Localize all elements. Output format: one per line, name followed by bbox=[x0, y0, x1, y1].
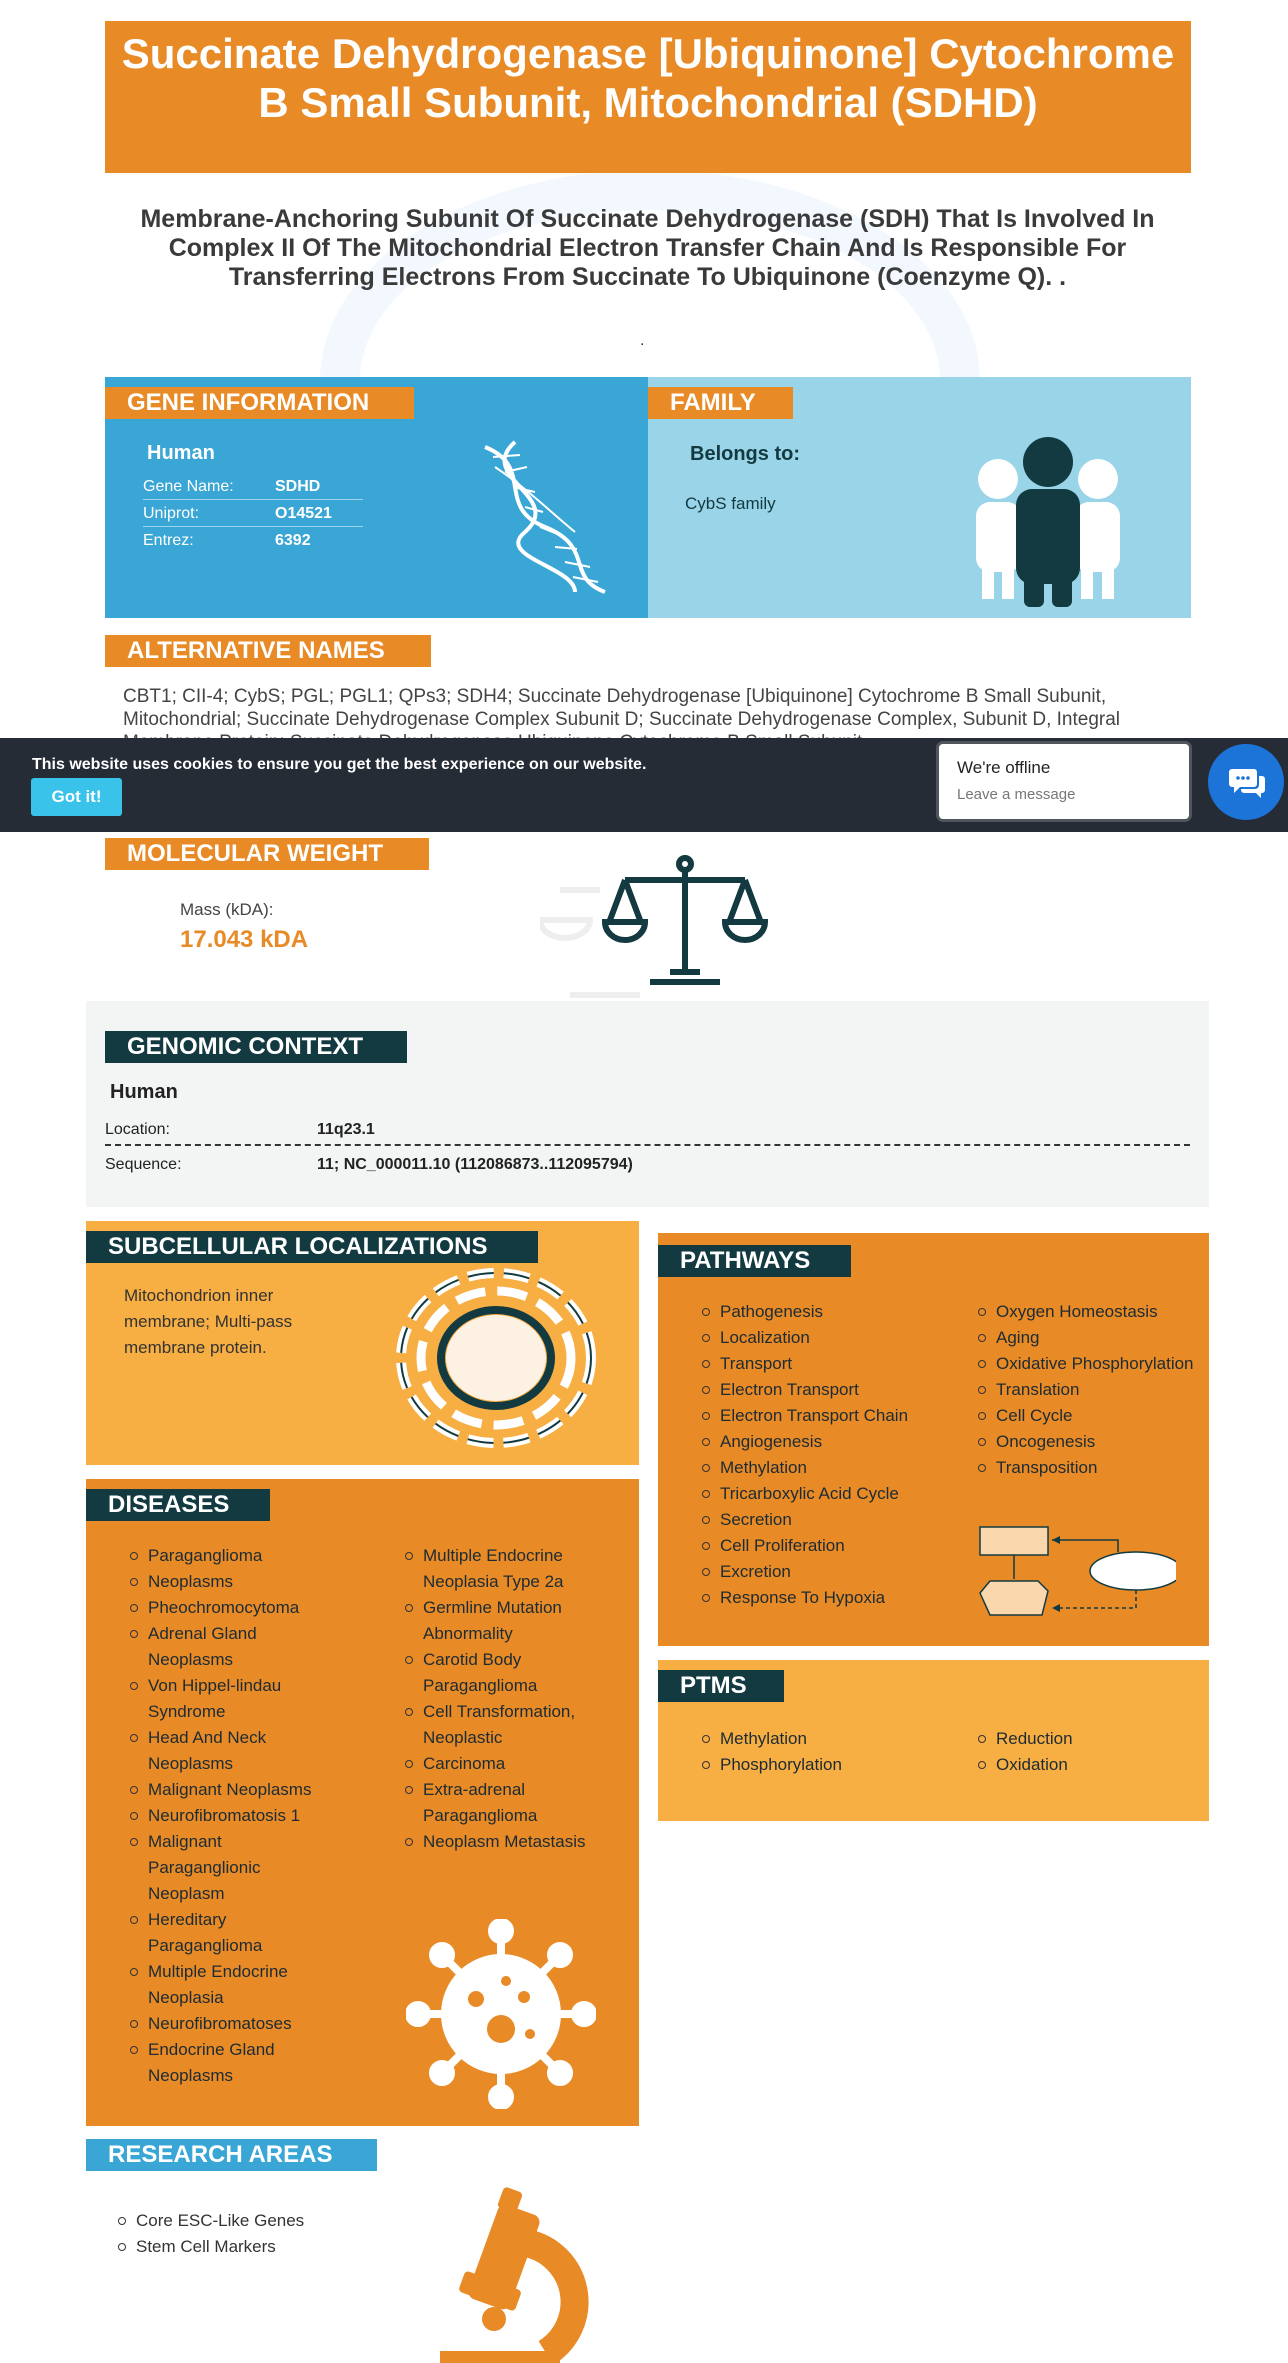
gene-info-table bbox=[143, 473, 363, 554]
diseases-list-1 bbox=[130, 1543, 330, 2089]
gene-row-value: 6392 bbox=[275, 532, 311, 549]
chat-bubble-icon bbox=[1228, 766, 1266, 800]
pathways-list-2 bbox=[978, 1299, 1198, 1481]
cookie-message: This website uses cookies to ensure you get the best experience on our website. bbox=[32, 756, 647, 773]
gene-row-label: Uniprot: bbox=[143, 505, 200, 522]
virus-icon bbox=[406, 1919, 596, 2109]
disease-item: Adrenal Gland Neoplasms bbox=[130, 1621, 330, 1673]
disease-item: Neurofibromatoses bbox=[130, 2011, 330, 2037]
microscope-icon bbox=[430, 2185, 600, 2363]
chat-leave-message-link[interactable]: Leave a message bbox=[957, 786, 1076, 803]
dna-icon bbox=[465, 437, 615, 597]
disease-item: Germline Mutation Abnormality bbox=[405, 1595, 615, 1647]
page-title: Succinate Dehydrogenase [Ubiquinone] Cytochrome B Small Subunit, Mitochondrial (SDHD) bbox=[105, 21, 1191, 173]
pathway-item: Oxygen Homeostasis bbox=[978, 1299, 1198, 1325]
disease-item: Paraganglioma bbox=[130, 1543, 330, 1569]
pathway-item: Transport bbox=[702, 1351, 932, 1377]
ptm-item: Phosphorylation bbox=[702, 1752, 932, 1778]
family-value: CybS family bbox=[685, 494, 776, 513]
diseases-panel bbox=[86, 1479, 639, 2126]
alternative-names-text: CBT1; CII-4; CybS; PGL; PGL1; QPs3; SDH4; Succinate Dehydrogenase [Ubiquinone] Cytochrome B Small Subunit, Mitochondrial; Succinate Dehydrogenase Complex Subunit D; Succinate Dehydrogenase Complex, Subunit D, Integral bbox=[123, 686, 1120, 730]
pathway-item: Cell Proliferation bbox=[702, 1533, 932, 1559]
genomic-context-heading: GENOMIC CONTEXT bbox=[105, 1031, 407, 1063]
disease-item: Endocrine Gland Neoplasms bbox=[130, 2037, 330, 2089]
family-belongs-label: Belongs to: bbox=[690, 443, 800, 465]
location-value: 11q23.1 bbox=[317, 1121, 375, 1138]
ptms-heading: PTMS bbox=[658, 1670, 784, 1702]
disease-item: Head And Neck Neoplasms bbox=[130, 1725, 330, 1777]
pathway-diagram-icon bbox=[976, 1523, 1176, 1633]
chat-status-title: We're offline bbox=[957, 758, 1051, 777]
pathway-item: Tricarboxylic Acid Cycle bbox=[702, 1481, 932, 1507]
family-panel bbox=[648, 377, 1191, 618]
disease-item: Von Hippel-lindau Syndrome bbox=[130, 1673, 330, 1725]
disease-item: Malignant Neoplasms bbox=[130, 1777, 330, 1803]
pathway-item: Cell Cycle bbox=[978, 1403, 1198, 1429]
description-dot: . bbox=[640, 332, 645, 349]
diseases-list-2 bbox=[405, 1543, 615, 1855]
gene-information-panel bbox=[105, 377, 648, 618]
disease-item: Cell Transformation, Neoplastic bbox=[405, 1699, 615, 1751]
pathways-list-1 bbox=[702, 1299, 932, 1611]
cookie-accept-button[interactable]: Got it! bbox=[31, 778, 122, 816]
subcellular-localizations-panel bbox=[86, 1221, 639, 1465]
mitochondrion-icon bbox=[391, 1263, 601, 1453]
pathway-item: Aging bbox=[978, 1325, 1198, 1351]
chat-widget-panel[interactable] bbox=[939, 744, 1189, 819]
research-item: Stem Cell Markers bbox=[118, 2234, 378, 2260]
ptms-panel bbox=[658, 1660, 1209, 1821]
pathway-item: Electron Transport Chain bbox=[702, 1403, 932, 1429]
disease-item: Neurofibromatosis 1 bbox=[130, 1803, 330, 1829]
pathway-item: Excretion bbox=[702, 1559, 932, 1585]
genomic-context-panel bbox=[86, 1001, 1209, 1207]
alternative-names-heading: ALTERNATIVE NAMES bbox=[105, 635, 431, 667]
gene-row-value: O14521 bbox=[275, 505, 332, 522]
pathway-item: Translation bbox=[978, 1377, 1198, 1403]
gene-row-name bbox=[143, 473, 363, 500]
subcellular-heading: SUBCELLULAR LOCALIZATIONS bbox=[86, 1231, 538, 1263]
gene-information-heading: GENE INFORMATION bbox=[105, 387, 414, 419]
disease-item: Multiple Endocrine Neoplasia bbox=[130, 1959, 330, 2011]
ptms-list-2 bbox=[978, 1726, 1198, 1778]
disease-item: Malignant Paraganglionic Neoplasm bbox=[130, 1829, 330, 1907]
disease-item: Neoplasm Metastasis bbox=[405, 1829, 615, 1855]
chat-open-button[interactable] bbox=[1208, 744, 1284, 820]
ptm-item: Methylation bbox=[702, 1726, 932, 1752]
pathway-item: Secretion bbox=[702, 1507, 932, 1533]
protein-description: Membrane-Anchoring Subunit Of Succinate Dehydrogenase (SDH) That Is Involved In Complex II Of The Mitochondrial Electron Transfer Chain And Is Responsible For Transferring Electrons From Succinate To Ubiquinone (Coenzyme Q). . bbox=[140, 205, 1155, 291]
sequence-label: Sequence: bbox=[105, 1156, 182, 1173]
ptms-list-1 bbox=[702, 1726, 932, 1778]
genomic-species: Human bbox=[110, 1081, 178, 1103]
research-areas-list bbox=[118, 2208, 378, 2260]
disease-item: Neoplasms bbox=[130, 1569, 330, 1595]
molecular-weight-heading: MOLECULAR WEIGHT bbox=[105, 838, 429, 870]
location-row bbox=[105, 1114, 1190, 1146]
disease-item: Carcinoma bbox=[405, 1751, 615, 1777]
pathway-item: Pathogenesis bbox=[702, 1299, 932, 1325]
pathway-item: Oxidative Phosphorylation bbox=[978, 1351, 1198, 1377]
pathway-item: Methylation bbox=[702, 1455, 932, 1481]
pathway-item: Localization bbox=[702, 1325, 932, 1351]
disease-item: Extra-adrenal Paraganglioma bbox=[405, 1777, 615, 1829]
gene-row-entrez bbox=[143, 527, 363, 554]
pathway-item: Oncogenesis bbox=[978, 1429, 1198, 1455]
gene-row-value: SDHD bbox=[275, 478, 321, 495]
gene-species: Human bbox=[147, 442, 215, 464]
family-icon bbox=[968, 437, 1128, 607]
gene-row-label: Entrez: bbox=[143, 532, 194, 549]
subcellular-text: Mitochondrion inner membrane; Multi-pass membrane protein. bbox=[124, 1286, 293, 1357]
disease-item: Multiple Endocrine Neoplasia Type 2a bbox=[405, 1543, 615, 1595]
disease-item: Hereditary Paraganglioma bbox=[130, 1907, 330, 1959]
gene-row-uniprot bbox=[143, 500, 363, 527]
sequence-value: 11; NC_000011.10 (112086873..112095794) bbox=[317, 1156, 633, 1173]
pathway-item: Transposition bbox=[978, 1455, 1198, 1481]
diseases-heading: DISEASES bbox=[86, 1489, 270, 1521]
mass-value: 17.043 kDA bbox=[180, 926, 309, 953]
pathways-panel bbox=[658, 1233, 1209, 1646]
research-item: Core ESC-Like Genes bbox=[118, 2208, 378, 2234]
ptm-item: Reduction bbox=[978, 1726, 1198, 1752]
pathway-item: Angiogenesis bbox=[702, 1429, 932, 1455]
ptm-item: Oxidation bbox=[978, 1752, 1198, 1778]
family-heading: FAMILY bbox=[648, 387, 793, 419]
cookie-banner bbox=[0, 738, 1288, 832]
disease-item: Carotid Body Paraganglioma bbox=[405, 1647, 615, 1699]
pathway-item: Response To Hypoxia bbox=[702, 1585, 932, 1611]
location-label: Location: bbox=[105, 1121, 170, 1138]
scale-icon bbox=[540, 850, 770, 1000]
disease-item: Pheochromocytoma bbox=[130, 1595, 330, 1621]
pathway-item: Electron Transport bbox=[702, 1377, 932, 1403]
pathways-heading: PATHWAYS bbox=[658, 1245, 851, 1277]
mass-label: Mass (kDA): bbox=[180, 900, 274, 919]
sequence-row bbox=[105, 1149, 1190, 1181]
gene-row-label: Gene Name: bbox=[143, 478, 234, 495]
research-areas-heading: RESEARCH AREAS bbox=[86, 2139, 377, 2171]
